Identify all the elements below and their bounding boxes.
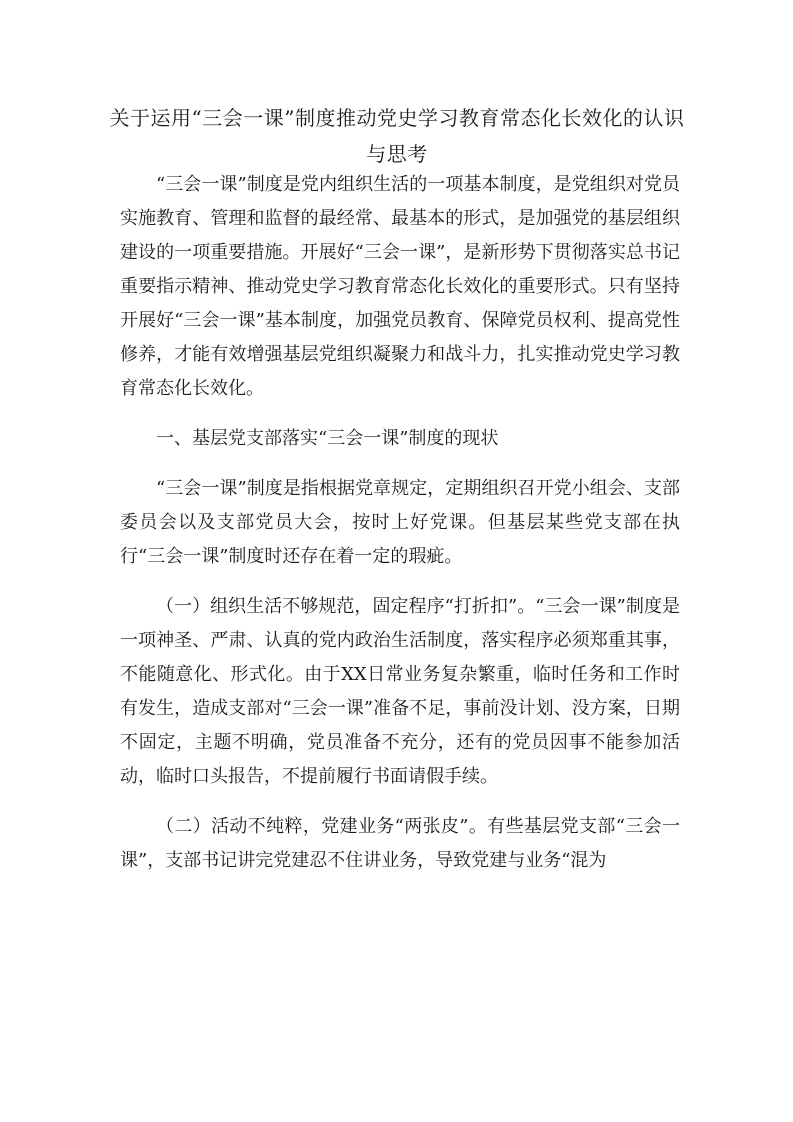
subsection-paragraph: （一）组织生活不够规范，固定程序“打折扣”。“三会一课”制度是一项神圣、严肃、认真的党内政治生活制度，落实程序必须郑重其事，不能随意化、形式化。由于XX日常业务复杂繁重，临时任务和工作时有发生，造成支部对“三会一课”准备不足，事前没计划、没方案，日期不固定，主题不明确，党员准备不充分，还有的党员因事不能参加活动，临时口头报告，不提前履行书面请假手续。 [120,596,680,787]
section-heading: 一、基层党支部落实“三会一课”制度的现状 [156,428,499,449]
intro-paragraph: “三会一课”制度是党内组织生活的一项基本制度，是党组织对党员实施教育、管理和监督的最经常、最基本的形式，是加强党的基层组织建设的一项重要措施。开展好“三会一课”，是新形势下贯彻落实总书记重要指示精神、推动党史学习教育常态化长效化的重要形式。只有坚持开展好“三会一课”基本制度，加强党员教育、保障党员权利、提高党性修养，才能有效增强基层党组织凝聚力和战斗力，扎实推动党史学习教育常态化长效化。 [120,174,680,399]
document-body [120,168,680,878]
subsection-paragraph: （二）活动不纯粹，党建业务“两张皮”。有些基层党支部“三会一课”，支部书记讲完党建忍不住讲业务，导致党建与业务“混为 [120,816,680,871]
body-paragraph: “三会一课”制度是指根据党章规定，定期组织召开党小组会、支部委员会以及支部党员大会，按时上好党课。但基层某些党支部在执行“三会一课”制度时还存在着一定的瑕疵。 [120,478,680,567]
document-title: 关于运用“三会一课”制度推动党史学习教育常态化长效化的认识与思考 [109,106,685,166]
